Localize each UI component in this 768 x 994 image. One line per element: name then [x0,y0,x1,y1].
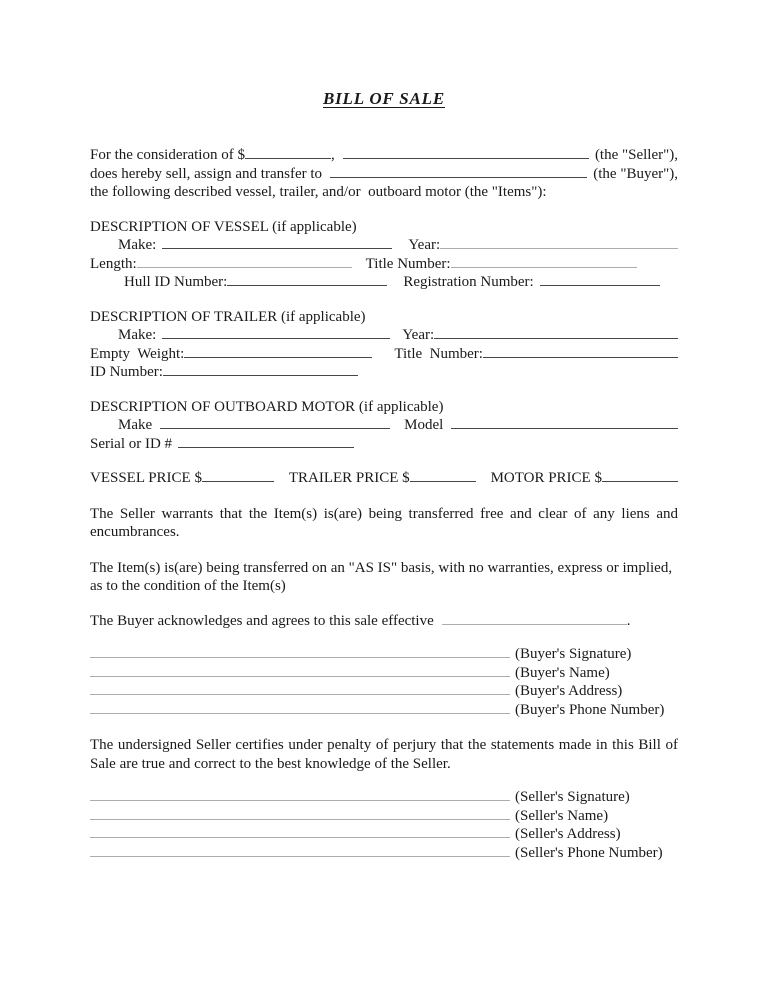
vessel-registration-label: Registration Number: [403,274,534,290]
vessel-make-field[interactable] [162,248,392,249]
buyer-signature-row [90,645,678,664]
seller-address-field[interactable] [90,837,510,838]
trailer-price-item [289,469,476,488]
motor-make-label: Make [118,417,153,433]
trailer-section [90,308,678,382]
seller-signature-block [90,788,678,862]
trailer-make-field[interactable] [162,338,390,339]
vessel-hull-id-field[interactable] [227,285,387,286]
buyer-name-line-field[interactable] [90,676,510,677]
effective-date-field[interactable] [442,624,627,625]
vessel-hull-id-label: Hull ID Number: [124,274,228,290]
buyer-phone-field[interactable] [90,713,510,714]
opening-line-2 [90,165,678,184]
trailer-id-number-field[interactable] [163,375,358,376]
seller-name-label: (Seller's Name) [515,807,609,824]
motor-section [90,398,678,454]
vessel-length-field[interactable] [137,267,352,268]
comma-text: , [330,147,335,163]
trailer-price-field[interactable] [410,481,476,482]
trailer-title-number-field[interactable] [483,357,678,358]
vessel-price-label: VESSEL PRICE $ [90,470,202,486]
motor-serial-field[interactable] [178,447,354,448]
vessel-title-number-label: Title Number: [365,255,451,272]
buyer-address-row [90,682,678,701]
trailer-row-make-year [90,326,678,345]
trailer-empty-weight-field[interactable] [184,357,372,358]
items-text: the following described vessel, trailer, and/or outboard motor (the "Items"): [90,184,547,200]
vessel-year-field[interactable] [440,248,678,249]
motor-price-item [491,469,678,488]
motor-make-field[interactable] [160,428,390,429]
as-is-paragraph: The Item(s) is(are) being transferred on an "AS IS" basis, with no warranties, express or implied, as to the condition of the Item(s) [90,559,673,594]
consideration-amount-field[interactable] [245,158,331,159]
buyer-name-row [90,664,678,683]
transfer-text: does hereby sell, assign and transfer to [90,165,323,182]
vessel-registration-field[interactable] [540,285,660,286]
document-title: BILL OF SALE [322,89,446,108]
seller-name-row [90,807,678,826]
motor-section-heading: DESCRIPTION OF OUTBOARD MOTOR (if applicable) [90,398,444,415]
seller-address-row [90,825,678,844]
effective-date-row [90,612,678,631]
motor-serial-label: Serial or ID # [90,435,173,452]
seller-phone-field[interactable] [90,856,510,857]
buyer-designation-text: (the "Buyer"), [593,165,678,182]
buyer-name-label: (Buyer's Name) [515,664,610,681]
trailer-title-number-label: Title Number: [394,345,483,362]
buyer-name-field[interactable] [330,177,587,178]
vessel-year-label: Year: [408,237,441,253]
trailer-row-id [90,363,678,382]
buyer-phone-row [90,701,678,720]
seller-signature-field[interactable] [90,800,510,801]
seller-name-field[interactable] [343,158,589,159]
vessel-title-number-field[interactable] [451,267,637,268]
vessel-row-hull-registration [90,273,678,292]
buyer-signature-label: (Buyer's Signature) [515,646,632,662]
opening-line-3 [90,183,678,202]
vessel-price-item [90,469,274,488]
trailer-make-label: Make: [118,327,157,343]
consideration-text: For the consideration of $ [90,147,245,163]
buyer-signature-block [90,645,678,719]
buyer-address-field[interactable] [90,694,510,695]
motor-price-label: MOTOR PRICE $ [490,470,602,486]
trailer-empty-weight-label: Empty Weight: [90,345,185,362]
price-row [90,469,678,488]
buyer-address-label: (Buyer's Address) [515,683,623,699]
vessel-section-heading: DESCRIPTION OF VESSEL (if applicable) [90,218,357,235]
opening-line-1 [90,146,678,165]
vessel-make-label: Make: [118,237,157,253]
motor-row-make-model [90,416,678,435]
seller-address-label: (Seller's Address) [515,826,621,842]
trailer-price-label: TRAILER PRICE $ [288,470,410,486]
effective-period-text: . [626,612,631,629]
trailer-year-label: Year: [402,327,435,343]
buyer-phone-label: (Buyer's Phone Number) [515,701,665,718]
trailer-id-number-label: ID Number: [90,364,163,380]
seller-name-line-field[interactable] [90,819,510,820]
trailer-year-field[interactable] [434,338,678,339]
motor-model-label: Model [404,417,444,433]
seller-signature-label: (Seller's Signature) [515,789,630,805]
motor-price-field[interactable] [602,481,678,482]
vessel-price-field[interactable] [202,481,274,482]
vessel-row-length-title [90,255,678,274]
seller-designation-text: (the "Seller"), [594,147,678,163]
seller-phone-label: (Seller's Phone Number) [515,844,663,861]
vessel-length-label: Length: [90,255,137,272]
seller-signature-row [90,788,678,807]
seller-phone-row [90,844,678,863]
opening-paragraph [90,146,678,202]
warranty-paragraph: The Seller warrants that the Item(s) is(are) being transferred free and clear of any liens and encumbrances. [90,505,678,540]
motor-row-serial [90,435,678,454]
vessel-section [90,218,678,292]
trailer-row-weight-title [90,345,678,364]
vessel-row-make-year [90,236,678,255]
effective-date-text: The Buyer acknowledges and agrees to this sale effective [90,612,434,629]
trailer-section-heading: DESCRIPTION OF TRAILER (if applicable) [90,308,366,325]
motor-model-field[interactable] [451,428,678,429]
seller-certification-paragraph: The undersigned Seller certifies under penalty of perjury that the statements made in this Bill of Sale are true and correct to the best knowledge of the Seller. [90,737,678,772]
buyer-signature-field[interactable] [90,657,510,658]
